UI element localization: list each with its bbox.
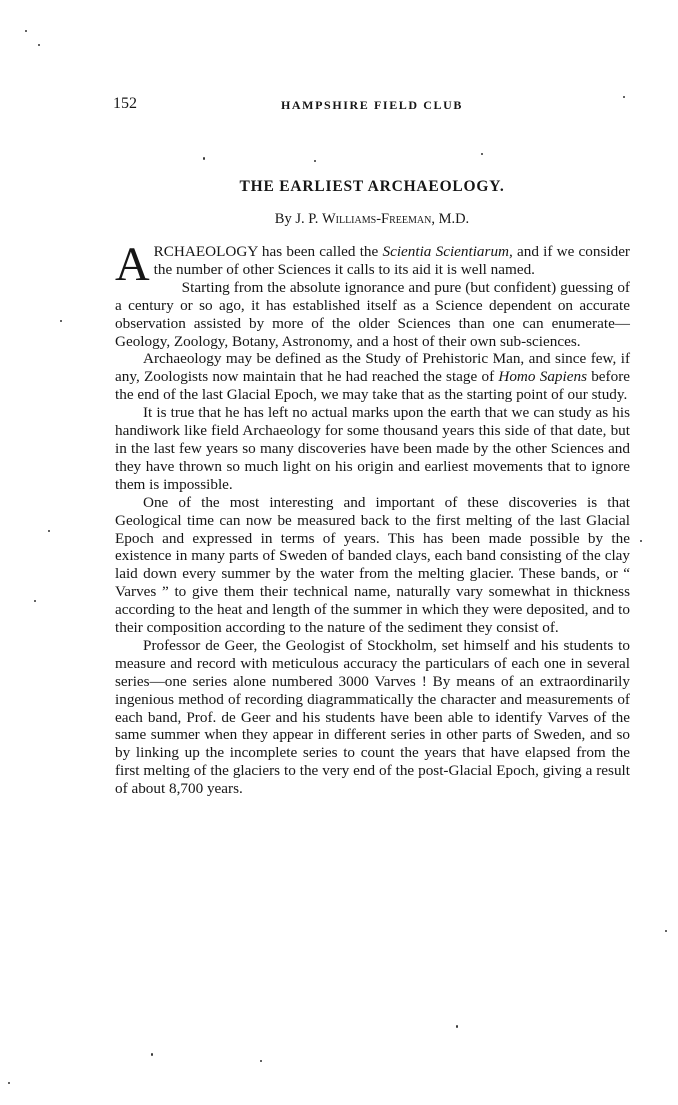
paragraph-3-lead: Archaeology may be defined as the Study of Prehistoric Man, and since few, if any, Zoologists now maintain that he had reached the stage of (115, 350, 630, 386)
paragraph-3 (115, 350, 630, 404)
paragraph-2: Starting from the absolute ignorance and pure (but confident) guessing of a century or so ago, it has established itself as a Science dependent on accurate observation assisted by more of the older Sciences than one can enumerate—Geology, Zoology, Botany, Astronomy, and a host of their own sub-sciences. (115, 278, 630, 350)
byline-prefix: By J. P. (274, 211, 322, 227)
scan-speck (151, 1053, 153, 1056)
scan-speck (34, 600, 36, 602)
scan-speck (38, 44, 40, 46)
paragraph-5: One of the most interesting and important of these discoveries is that Geological time can now be measured back to the first melting of the last Glacial Epoch and expressed in terms of years. This has been made possible by the existence in many parts of Sweden of banded clays, each band consisting of the clay laid down every summer by the water from the melting glacier. These bands, or “ Varves ” to give them their technical name, naturally vary somewhat in thickness according to the heat and length of the summer in which they were deposited, and to their composition according to the nature of the sediment they consist of. (115, 493, 630, 637)
scan-speck (25, 30, 27, 32)
running-title: HAMPSHIRE FIELD CLUB (280, 98, 464, 112)
paragraph-1-lead: RCHAEOLOGY has been called the (153, 243, 383, 260)
paragraph-6: Professor de Geer, the Geologist of Stockholm, set himself and his students to measure and record with meticulous accuracy the particulars of each one in several series—one series alone numbered 3000 Varves ! By means of an extraordinarily ingenious method of recording diagrammatically the character and measurements of each band, Prof. de Geer and his students have been able to identify Varves of the same summer when they appear in different series in other parts of Sweden, and so by linking up the incomplete series to count the years that have elapsed from the first melting of the glaciers to the very end of the post-Glacial Epoch, giving a result of about 8,700 years. (115, 636, 630, 798)
paragraph-4: It is true that he has left no actual marks upon the earth that we can study as his handiwork like field Archaeology for some thousand years this side of that date, but in the last few years so many discoveries have been made by the other Sciences and they have thrown so much light on his origin and earliest movements that to ignore them is impossible. (115, 404, 630, 493)
scan-speck (623, 96, 625, 98)
paragraph-3-tail: before the end of the last Glacial Epoch, we may take that as the starting point of our study. (115, 368, 630, 404)
scan-speck (48, 530, 50, 532)
drop-cap: A (115, 238, 150, 291)
byline-suffix: , M.D. (431, 211, 470, 227)
paragraph-1-tail: and if we consider the number of other Sciences it calls to its aid it is well named. (153, 243, 630, 278)
scan-speck (203, 157, 205, 160)
scan-speck (8, 1082, 10, 1084)
scan-speck (314, 160, 316, 162)
byline-author: Williams-Freeman (321, 211, 432, 227)
article-body (115, 238, 630, 798)
paragraph-3-italic: Homo Sapiens (498, 368, 587, 386)
scan-speck (260, 1060, 262, 1062)
scan-speck (60, 320, 62, 322)
article-title: THE EARLIEST ARCHAEOLOGY. (239, 178, 505, 195)
scan-speck (481, 153, 483, 155)
paragraph-1-italic: Scientia Scientiarum, (382, 243, 513, 260)
article-byline (113, 211, 631, 228)
page-number: 152 (113, 95, 137, 112)
scan-speck (456, 1025, 458, 1028)
scan-speck (640, 540, 642, 542)
page-header (113, 95, 631, 119)
paragraph-1 (115, 238, 630, 291)
scan-speck (665, 930, 667, 932)
